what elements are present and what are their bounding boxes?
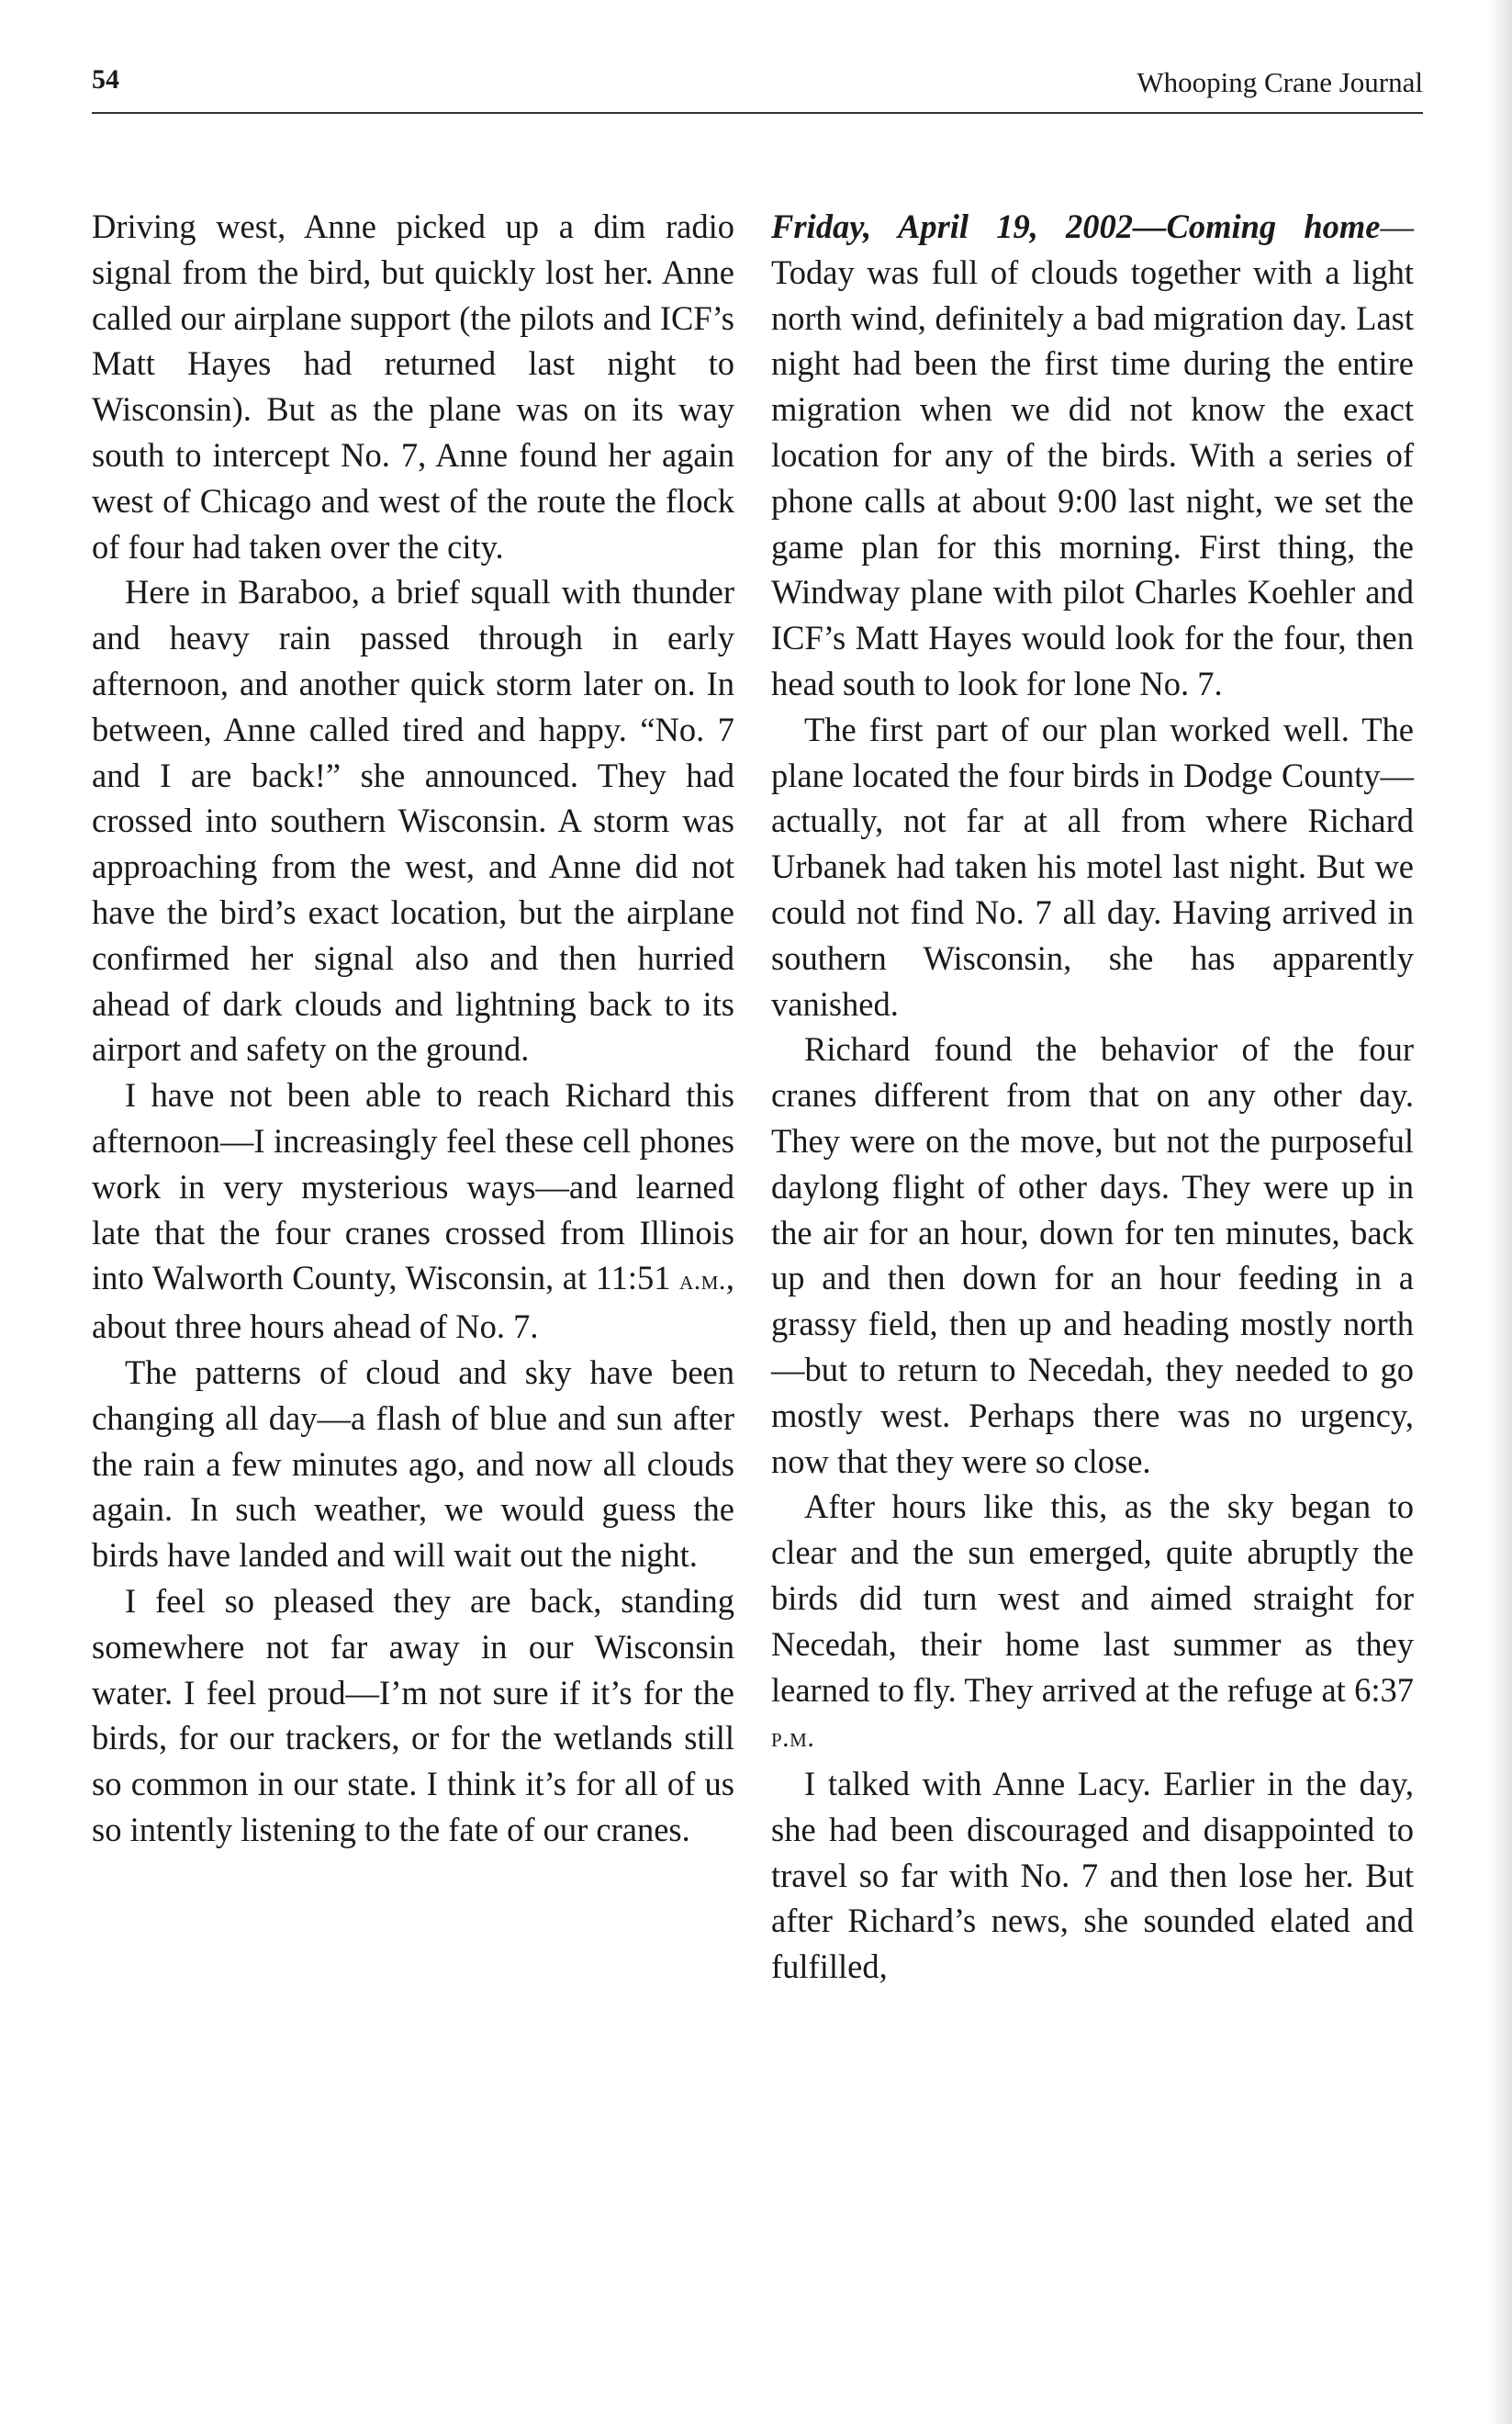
paragraph: I feel so pleased they are back, standing somewhere not far away in our Wisconsin water. I feel proud—I’m not sure if it’s for the birds, for our trackers, or for the wetlands still so common in our state. I think it’s for all of us so intently listening to the fate of our cranes. — [92, 1581, 734, 1848]
paragraph — [92, 1072, 734, 1350]
left-column — [92, 204, 734, 1853]
paragraph: The patterns of cloud and sky have been changing all day—a flash of blue and sun after the rain a few minutes ago, and now all clouds again. In such weather, we would guess the birds have landed and will wait out the night. — [92, 1352, 734, 1575]
page-binding-shadow — [1486, 0, 1512, 2424]
paragraph-text: I have not been able to reach Richard this afternoon—I increasingly feel these cell phones work in very mysterious ways—and learned late that the four cranes crossed from Illinois into Walworth County, Wisconsin, at 11:51 — [92, 1076, 734, 1297]
right-column — [771, 204, 1414, 1990]
page-number: 54 — [92, 64, 119, 95]
paragraph: Driving west, Anne picked up a dim radio signal from the bird, but quickly lost her. Anne called our airplane support (the pilots and ICF’s Matt Hayes had returned last night to Wisconsin). But as the plane was on its way south to intercept No. 7, Anne found her again west of Chicago and west of the route the flock of four had taken over the city. — [92, 208, 734, 566]
paragraph — [771, 204, 1414, 707]
time-marker: a.m. — [679, 1265, 726, 1296]
running-head: Whooping Crane Journal — [1137, 66, 1423, 98]
paragraph: The first part of our plan worked well. The plane located the four birds in Dodge County—actually, not far at all from where Richard Urbanek had taken his motel last night. But we could not find No. 7 all day. Having arrived in southern Wisconsin, she has apparently vanished. — [771, 710, 1414, 1023]
paragraph: Richard found the behavior of the four cranes different from that on any other day. They were on the move, but not the purposeful daylong flight of other days. They were up in the air for an hour, down for ten minutes, back up and then down for an hour feeding in a grassy field, then up and heading mostly north—but to return to Necedah, they needed to go mostly west. Perhaps there was no urgency, now that they were so close. — [771, 1030, 1414, 1480]
time-marker: p.m. — [771, 1723, 815, 1754]
paragraph: Here in Baraboo, a brief squall with thunder and heavy rain passed through in early afternoon, and another quick storm later on. In between, Anne called tired and happy. “No. 7 and I are back!” she announced. They had crossed into southern Wisconsin. A storm was approaching from the west, and Anne did not have the bird’s exact location, but the airplane confirmed her signal also and then hurried ahead of dark clouds and lightning back to its airport and safety on the ground. — [92, 573, 734, 1069]
paragraph-text: —Today was full of clouds together with a light north wind, definitely a bad migration day. Last night had been the first time during the entire migration when we did not know the exact location for any of the birds. With a series of phone calls at about 9:00 last night, we set the game plan for this morning. First thing, the Windway plane with pilot Charles Koehler and ICF’s Matt Hayes would look for the four, then head south to look for lone No. 7. — [771, 208, 1414, 702]
paragraph-text: After hours like this, as the sky began to clear and the sun emerged, quite abruptly the birds did turn west and aimed straight for Necedah, their home last summer as they learned to fly. They arrived at the refuge at 6:37 — [771, 1487, 1414, 1709]
page-header — [92, 64, 1423, 114]
journal-entry-heading: Friday, April 19, 2002—Coming home — [771, 208, 1381, 245]
paragraph — [771, 1484, 1414, 1761]
paragraph-text: , about three hours ahead of No. 7. — [92, 1259, 734, 1346]
paragraph: I talked with Anne Lacy. Earlier in the day, she had been discouraged and disappointed to travel so far with No. 7 and then lose her. But after Richard’s news, she sounded elated and fulfilled, — [771, 1765, 1414, 1986]
